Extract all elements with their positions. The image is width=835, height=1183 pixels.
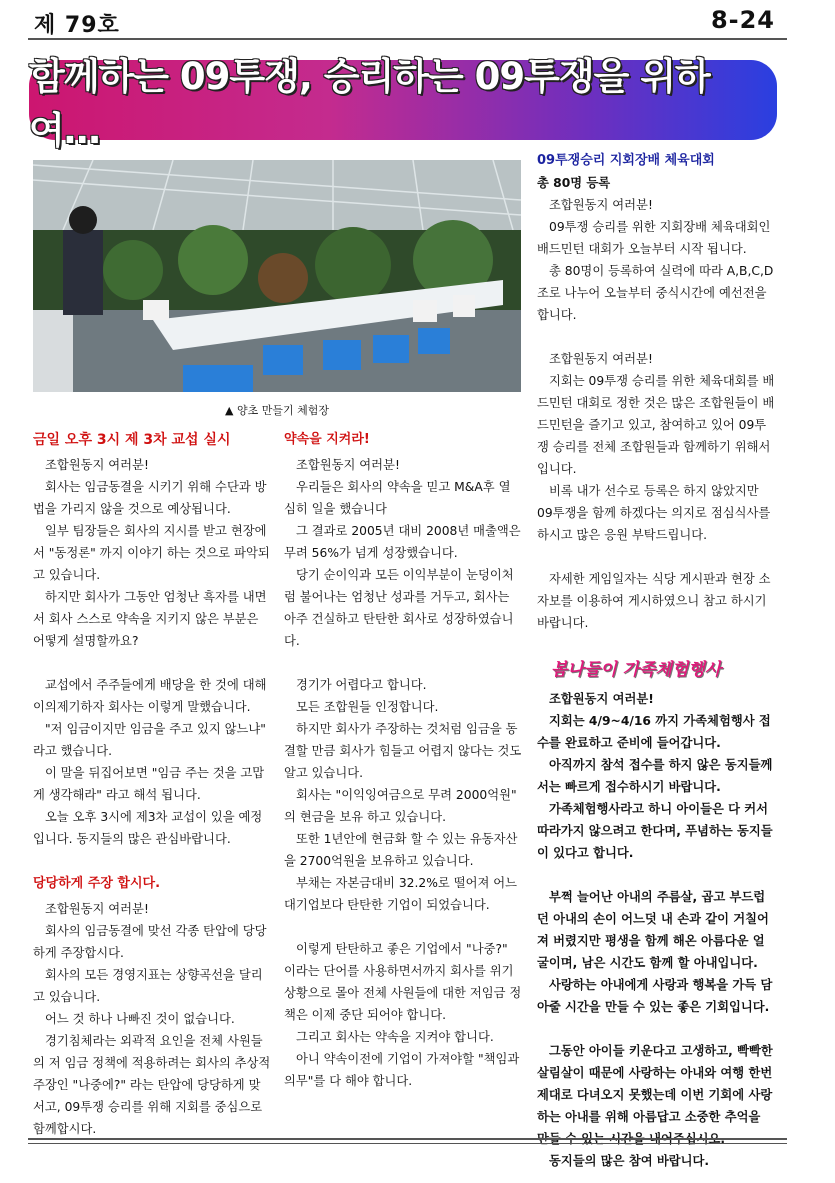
spacer [33,652,271,674]
paragraph: 또한 1년안에 현금화 할 수 있는 유동자산을 2700억원을 보유하고 있습니다. [284,832,518,868]
paragraph: 오늘 오후 3시에 제3차 교섭이 있을 예정입니다. 동지들의 많은 관심바랍니다. [33,810,263,846]
family-event-body [537,688,775,1172]
paragraph: 사랑하는 아내에게 사랑과 행복을 가득 담아줄 시간을 만들 수 있는 좋은 기회입니다. [537,978,773,1014]
paragraph: 동지들의 많은 참여 바랍니다. [549,1154,710,1168]
footer-rule-thin [28,1143,787,1144]
paragraph: 일부 팀장들은 회사의 지시를 받고 현장에서 "동정론" 까지 이야기 하는 것으로 파악되고 있습니다. [33,524,270,582]
headline-title: 함께하는 09투쟁, 승리하는 09투쟁을 위하여… [29,55,710,152]
spacer [284,652,522,674]
paragraph: 교섭에서 주주들에게 배당을 한 것에 대해 이의제기하자 회사는 이렇게 말했습니다. [33,678,267,714]
middle-column [284,428,522,1092]
promise-heading: 약속을 지켜라! [284,432,370,447]
greenhouse-photo-illustration [33,160,521,392]
spacer [284,916,522,938]
paragraph: "저 임금이지만 임금을 주고 있지 않느냐" 라고 했습니다. [33,722,266,758]
right-column [537,150,775,1172]
registration-count: 총 80명 등록 [537,176,611,190]
paragraph: 당기 순이익과 모든 이익부분이 눈덩이처럼 불어나는 엄청난 성과를 거두고, 회사는 아주 건실하고 탄탄한 회사로 성장하였습니다. [284,568,514,648]
paragraph: 조합원동지 여러분! [549,352,653,366]
paragraph: 조합원동지 여러분! [296,458,400,472]
paragraph: 이렇게 탄탄하고 좋은 기업에서 "나중?" 이라는 단어를 사용하면서까지 회사를 위기상황으로 몰아 전체 사원들에 대한 저임금 정책은 이제 중단 되어야 합니다. [284,942,522,1022]
footer-rule [28,1138,787,1140]
paragraph: 지회는 09투쟁 승리를 위한 체육대회를 배드민턴 대회로 정한 것은 많은 조합원들이 배드민턴을 즐기고 있고, 참여하고 있어 09투쟁 승리를 전체 조합원들과 함께하기 위해서입니다. [537,374,775,476]
paragraph: 조합원동지 여러분! [45,902,149,916]
paragraph: 조합원동지 여러분! [45,458,149,472]
headline-banner [29,55,777,152]
paragraph: 아니 약속이전에 기업이 가져야할 "책임과 의무"를 다 해야 합니다. [284,1052,520,1088]
issue-number: 제 79호 [34,13,120,38]
paragraph: 부채는 자본금대비 32.2%로 떨어져 어느 대기업보다 탄탄한 기업이 되었습니다. [284,876,518,912]
spacer [33,850,271,872]
left-column [33,428,271,1140]
paragraph: 우리들은 회사의 약속을 믿고 M&A후 열심히 일을 했습니다 [284,480,511,516]
paragraph: 모든 조합원들 인정합니다. [296,700,439,714]
issue-date: 8-24 [710,6,775,34]
paragraph: 어느 것 하나 나빠진 것이 없습니다. [45,1012,235,1026]
greenhouse-photo [33,160,521,392]
paragraph: 조합원동지 여러분! [549,692,654,706]
paragraph: 비록 내가 선수로 등록은 하지 않았지만 09투쟁을 함께 하겠다는 의지로 점심식사를 하시고 많은 응원 부탁드립니다. [537,484,771,542]
paragraph: 경기침체라는 외곽적 요인을 전체 사원들의 저 임금 정책에 적용하려는 회사의 추상적 주장인 "나중에?" 라는 탄압에 당당하게 맞서고, 09투쟁 승리를 위해 지회를 중심으로 함께합시다. [33,1034,271,1136]
paragraph: 부쩍 늘어난 아내의 주름살, 곱고 부드럽던 아내의 손이 어느덧 내 손과 같이 거칠어져 버렸지만 평생을 함께 해온 아름다운 얼굴이며, 남은 시간도 함께 할 아내입니다. [537,890,769,970]
paragraph: 09투쟁 승리를 위한 지회장배 체육대회인 배드민턴 대회가 오늘부터 시작 됩니다. [537,220,771,256]
paragraph: 아직까지 참석 접수를 하지 않은 동지들께서는 빠르게 접수하시기 바랍니다. [537,758,773,794]
spacer [537,634,775,656]
spacer [537,546,775,568]
sports-heading: 09투쟁승리 지회장배 체육대회 [537,153,715,168]
spacer [537,864,775,886]
paragraph: 그 결과로 2005년 대비 2008년 매출액은 무려 56%가 넘게 성장했습니다. [284,524,521,560]
family-event-heading: 봄나들이 가족체험행사 [551,660,722,680]
paragraph: 총 80명이 등록하여 실력에 따라 A,B,C,D 조로 나누어 오늘부터 중식시간에 예선전을 합니다. [537,264,774,322]
paragraph: 그리고 회사는 약속을 지켜야 합니다. [296,1030,494,1044]
paragraph: 회사의 모든 경영지표는 상향곡선을 달리고 있습니다. [33,968,263,1004]
paragraph: 회사의 임금동결에 맞선 각종 탄압에 당당하게 주장합시다. [33,924,267,960]
assert-heading: 당당하게 주장 합시다. [33,876,161,891]
paragraph: 자세한 게임일자는 식당 게시판과 현장 소자보를 이용하여 게시하였으니 참고 하시기 바랍니다. [537,572,771,630]
paragraph: 조합원동지 여러분! [549,198,653,212]
spacer [537,1018,775,1040]
paragraph: 가족체험행사라고 하니 아이들은 다 커서 따라가지 않으려고 한다며, 푸념하는 동지들이 있다고 합니다. [537,802,773,860]
negotiation-heading: 금일 오후 3시 제 3차 교섭 실시 [33,432,231,448]
paragraph: 하지만 회사가 그동안 엄청난 흑자를 내면서 회사 스스로 약속을 지키지 않은 부분은 어떻게 설명할까요? [33,590,267,648]
paragraph: 지회는 4/9~4/16 까지 가족체험행사 접수를 완료하고 준비에 들어갑니다. [537,714,771,750]
paragraph: 회사는 임금동결을 시키기 위해 수단과 방법을 가리지 않을 것으로 예상됩니다. [33,480,267,516]
paragraph: 경기가 어렵다고 합니다. [296,678,427,692]
photo-caption: ▲ 양초 만들기 체험장 [225,404,329,417]
paragraph: 이 말을 뒤집어보면 "임금 주는 것을 고맙게 생각해라" 라고 해석 됩니다. [33,766,265,802]
paragraph: 그동안 아이들 키운다고 고생하고, 빡빡한 살림살이 때문에 사랑하는 아내와 여행 한번 제대로 다녀오지 못했는데 이번 기회에 사랑하는 아내를 위해 아름답고 소중한 추억을 [537,1044,773,1124]
header-rule [28,38,787,40]
paragraph: 회사는 "이익잉여금으로 무려 2000억원" 의 현금을 보유 하고 있습니다. [284,788,517,824]
spacer [537,326,775,348]
paragraph: 하지만 회사가 주장하는 것처럼 임금을 동결할 만큼 회사가 힘들고 어렵지 않다는 것도 알고 있습니다. [284,722,522,780]
